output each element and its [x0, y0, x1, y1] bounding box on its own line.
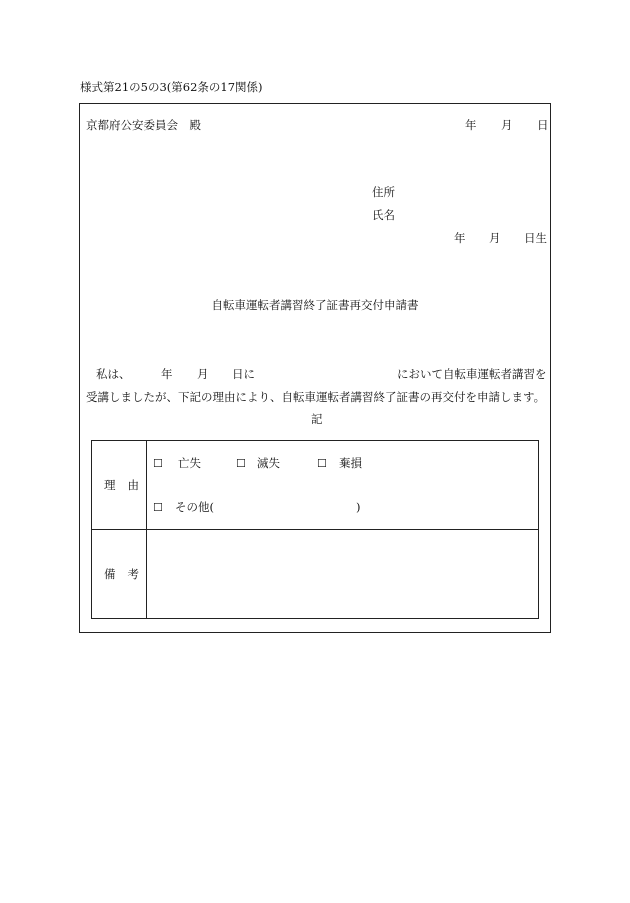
- date-month-label: 月: [501, 118, 513, 132]
- other-paren-close: ): [356, 500, 361, 514]
- checkbox-destroyed[interactable]: ☐: [236, 457, 246, 470]
- date-year-label: 年: [465, 118, 477, 132]
- checkbox-damaged[interactable]: ☐: [317, 457, 327, 470]
- birth-year-label: 年: [454, 231, 466, 245]
- name-label: 氏名: [372, 208, 395, 222]
- body-month-label: 月: [197, 367, 209, 381]
- body-text: 私は、: [96, 367, 131, 381]
- birth-month-label: 月: [489, 231, 501, 245]
- ki-heading: 記: [311, 412, 323, 426]
- form-number: 様式第21の5の3(第62条の17関係): [80, 80, 263, 94]
- option-label-damaged: 棄損: [339, 456, 362, 470]
- remarks-label: 備考: [104, 567, 151, 581]
- document-title: 自転車運転者講習終了証書再交付申請書: [211, 298, 419, 312]
- body-text: において自転車運転者講習を: [397, 367, 547, 381]
- table-column-divider: [146, 440, 147, 619]
- body-day-label: 日に: [232, 367, 255, 381]
- addressee: 京都府公安委員会 殿: [86, 118, 201, 132]
- table-row-divider: [91, 529, 539, 530]
- option-label-other: その他(: [175, 500, 214, 514]
- checkbox-lost[interactable]: ☐: [153, 457, 163, 470]
- checkbox-other[interactable]: ☐: [153, 501, 163, 514]
- birth-day-label: 日生: [524, 231, 547, 245]
- address-label: 住所: [372, 185, 395, 199]
- body-year-label: 年: [161, 367, 173, 381]
- option-label-lost: 亡失: [178, 456, 201, 470]
- option-label-destroyed: 滅失: [257, 456, 280, 470]
- date-day-label: 日: [537, 118, 549, 132]
- reason-label: 理由: [104, 478, 151, 492]
- body-text: 受講しましたが、下記の理由により、自転車運転者講習終了証書の再交付を申請します。: [86, 390, 546, 404]
